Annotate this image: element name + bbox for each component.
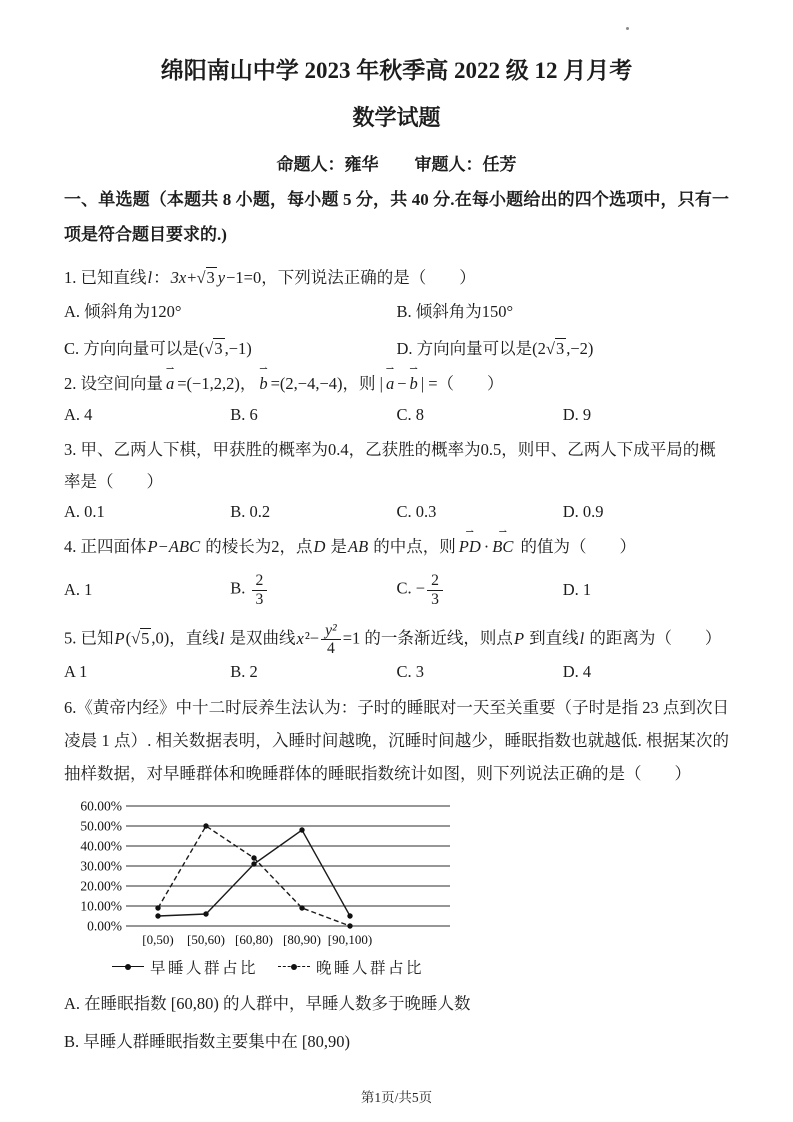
- question-1-text: 1. 已知直线l：3x+√3 y−1=0，下列说法正确的是（ ）: [64, 268, 476, 288]
- legend-label-late-sleep: 晚睡人群占比: [316, 959, 425, 977]
- question-5-options: [64, 662, 729, 682]
- q4-option-a: A. 1: [64, 580, 93, 600]
- page-number: 第1页/共5页: [360, 1090, 433, 1105]
- q2-option-d: D. 9: [562, 404, 592, 424]
- page-footer: [0, 1086, 793, 1106]
- question-2-text: 2. 设空间向量 ⇀ a =(−1,2,2)， ⇀ b =(2,−4,−4)，则 | ⇀ a − ⇀ b | =（ ）: [64, 368, 729, 400]
- q1-option-b: B. 倾斜角为150°: [396, 302, 514, 322]
- q5-option-c: C. 3: [396, 661, 425, 681]
- q3-option-c: C. 0.3: [396, 501, 437, 521]
- q6-option-a: A. 在睡眠指数 [60,80) 的人群中，早睡人数多于晚睡人数: [64, 993, 471, 1013]
- exam-reviewer: 审题人：任芳: [414, 155, 517, 175]
- solid-line-marker-icon: [112, 966, 144, 967]
- q2-option-c: C. 8: [396, 404, 425, 424]
- page-subtitle: 数学试题: [352, 104, 441, 130]
- svg-text:0.00%: 0.00%: [87, 918, 122, 933]
- sleep-index-chart-plot: [66, 800, 466, 954]
- legend-label-early-sleep: 早睡人群占比: [150, 959, 259, 977]
- q5-option-b: B. 2: [230, 661, 258, 681]
- q4-option-d: D. 1: [562, 580, 592, 600]
- chart-legend: [112, 956, 466, 978]
- svg-text:[0,50): [0,50): [142, 931, 174, 947]
- question-3-text: 3. 甲、乙两人下棋，甲获胜的概率为0.4，乙获胜的概率为0.5，则甲、乙两人下成平局的概率是（ ）: [64, 439, 716, 491]
- legend-item-early-sleep: [112, 956, 258, 978]
- q4-option-c: C. − $\frac{2}{3}$: [397, 572, 563, 607]
- sleep-index-chart: [66, 800, 466, 978]
- exam-setter: 命题人：雍华: [276, 155, 379, 175]
- q5-option-a: A 1: [64, 661, 88, 681]
- dashed-line-marker-icon: [278, 966, 310, 967]
- q4-option-b: B. $\frac{2}{3}$: [230, 572, 396, 607]
- q3-option-d: D. 0.9: [562, 501, 604, 521]
- question-4-text: 4. 正四面体P−ABC 的棱长为2，点D 是AB 的中点，则 ⇀ PD · ⇀ BC 的值为（ ）: [64, 531, 729, 563]
- q2-option-a: A. 4: [64, 404, 93, 424]
- q1-option-a: A. 倾斜角为120°: [64, 302, 182, 322]
- svg-text:[90,100): [90,100): [327, 931, 373, 947]
- q5-option-d: D. 4: [562, 661, 592, 681]
- svg-text:[50,60): [50,60): [187, 931, 225, 947]
- section-heading: 一、单选题（本题共 8 小题，每小题 5 分，共 40 分.在每小题给出的四个选项中，只有一项是符合题目要求的.): [64, 190, 729, 245]
- svg-text:60.00%: 60.00%: [80, 799, 122, 813]
- q6-option-b: B. 早睡人群睡眠指数主要集中在 [80,90): [64, 1031, 350, 1051]
- scan-speck: [626, 27, 629, 30]
- question-4-options: [64, 567, 729, 613]
- svg-text:10.00%: 10.00%: [80, 898, 122, 913]
- q3-option-a: A. 0.1: [64, 501, 105, 521]
- svg-text:20.00%: 20.00%: [80, 878, 122, 893]
- question-1-options: [64, 298, 729, 359]
- question-5-text: 5. 已知P(√5 ,0)，直线l 是双曲线x²− $\frac{\text{y²}}{4}$ =1 的一条渐近线，则点P 到直线l 的距离为（ ）: [64, 622, 722, 658]
- question-6-text: 6.《黄帝内经》中十二时辰养生法认为：子时的睡眠对一天至关重要（子时是指 23 点到次日凌晨 1 点）. 相关数据表明，入睡时间越晚，沉睡时间越少，睡眠指数也就越低. 根据某次的抽样数据，对早睡群体和晚睡群体的睡眠指数统计如图，则下列说法正确的是（ ）: [64, 697, 730, 783]
- page-title: 绵阳南山中学 2023 年秋季高 2022 级 12 月月考: [160, 58, 633, 83]
- question-2-options: [64, 405, 729, 425]
- q3-option-b: B. 0.2: [230, 501, 271, 521]
- svg-text:[80,90): [80,90): [283, 931, 321, 947]
- q1-option-c: C. 方向向量可以是(√3 ,−1): [64, 339, 252, 359]
- legend-item-late-sleep: [278, 956, 424, 978]
- q1-option-d: D. 方向向量可以是(2√3 ,−2): [396, 339, 594, 359]
- svg-text:40.00%: 40.00%: [80, 838, 122, 853]
- svg-text:50.00%: 50.00%: [80, 818, 122, 833]
- svg-text:[60,80): [60,80): [235, 931, 273, 947]
- authors-line: [64, 150, 729, 175]
- svg-text:30.00%: 30.00%: [80, 858, 122, 873]
- q2-option-b: B. 6: [230, 404, 258, 424]
- question-3-options: [64, 502, 729, 522]
